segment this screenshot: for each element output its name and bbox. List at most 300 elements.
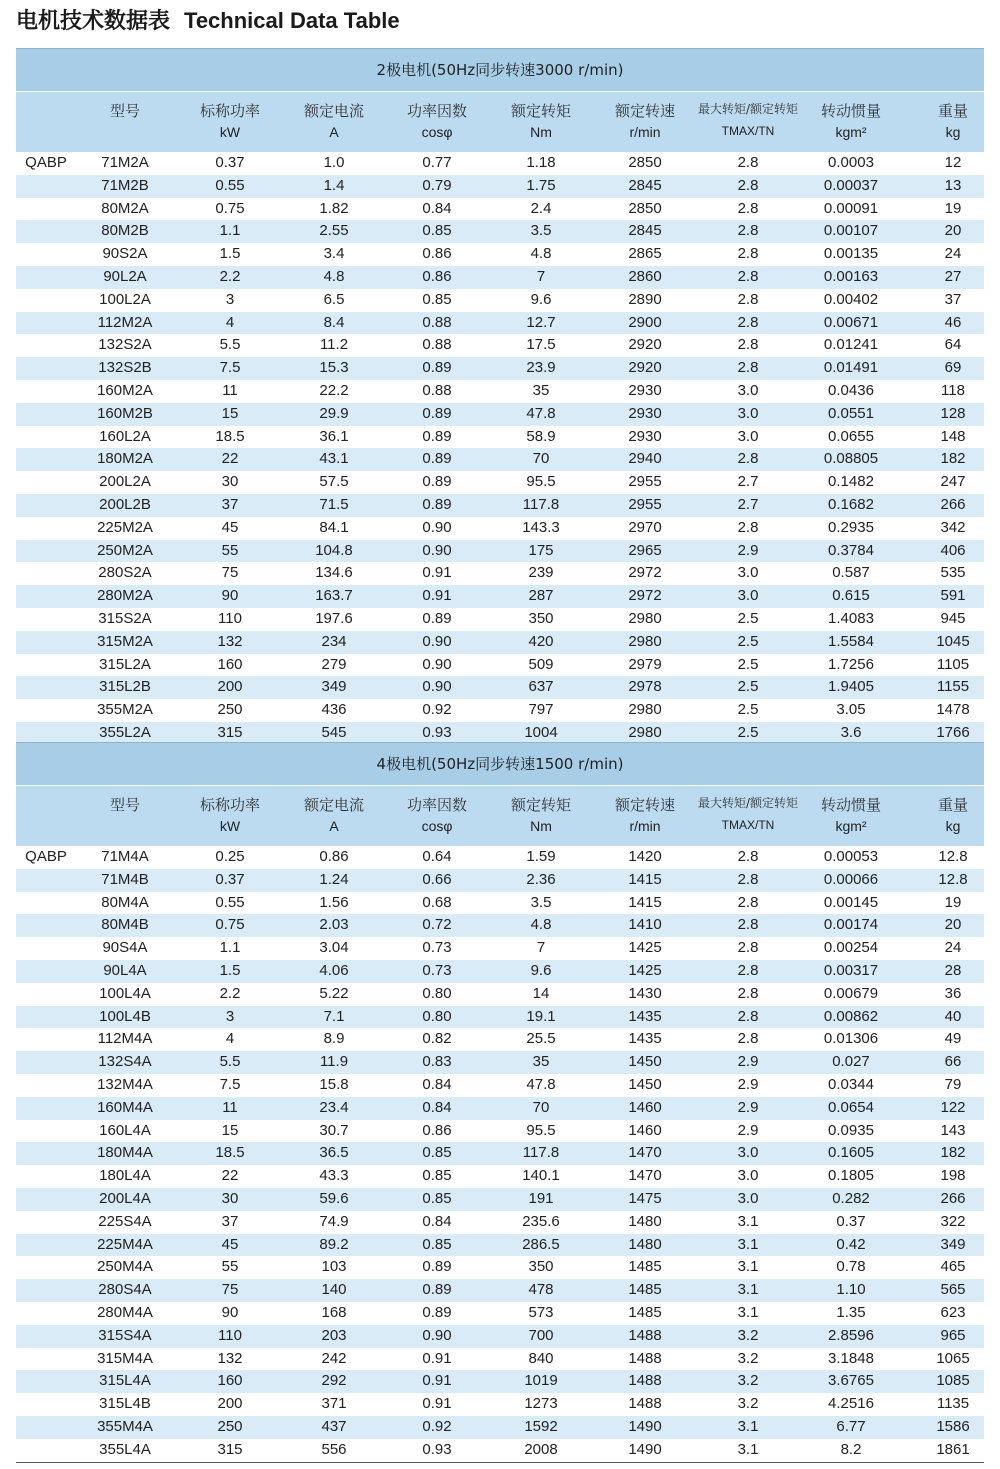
table-body: [16, 846, 984, 1463]
table-cell: 28: [944, 961, 962, 979]
table-row: [16, 357, 984, 380]
table-cell: 0.83: [422, 1053, 452, 1071]
table-row: [16, 676, 984, 699]
table-cell: 117.8: [522, 1144, 560, 1162]
table-cell: 80M2A: [101, 199, 149, 217]
table-cell: 0.84: [422, 1098, 452, 1116]
table-cell: 117.8: [522, 495, 560, 513]
table-cell: 0.08805: [823, 450, 879, 468]
table-cell: 2.4: [530, 199, 552, 217]
table-cell: 0.91: [422, 1395, 452, 1413]
header-label: 额定转速: [614, 796, 675, 814]
table-cell: 235.6: [522, 1212, 560, 1230]
header-unit: Nm: [530, 818, 552, 834]
table-cell: 1045: [936, 632, 970, 650]
table-cell: 2955: [628, 495, 662, 513]
table-cell: 1488: [628, 1349, 662, 1367]
table-cell: 2.8: [737, 176, 759, 194]
table-cell: 0.66: [422, 870, 452, 888]
table-cell: 0.85: [422, 1144, 452, 1162]
table-row: [16, 1279, 984, 1302]
header-label: 型号: [109, 102, 140, 120]
table-cell: 1435: [628, 1007, 662, 1025]
table-cell: 0.89: [422, 495, 452, 513]
table-cell: 13: [944, 176, 962, 194]
table-cell: 197.6: [315, 609, 353, 627]
table-cell: 55: [221, 541, 239, 559]
table-cell: 1.4: [323, 176, 345, 194]
table-cell: 180L4A: [99, 1167, 151, 1185]
table-cell: 1488: [628, 1395, 662, 1413]
table-cell: 1.56: [319, 893, 349, 911]
table-cell: 1480: [628, 1235, 662, 1253]
table-cell: 0.25: [215, 848, 245, 865]
table-cell: 0.37: [836, 1212, 866, 1230]
table-cell: 350: [528, 1258, 554, 1276]
header-cell: [496, 92, 586, 152]
table-cell: 0.92: [422, 701, 452, 719]
table-cell: 90: [221, 587, 239, 605]
table-cell: 3.0: [737, 404, 759, 422]
table-cell: 4.8: [530, 245, 552, 263]
table-cell: 0.1682: [828, 495, 874, 513]
table-cell: 965: [940, 1326, 966, 1344]
table-cell: 1485: [628, 1258, 662, 1276]
header-cell: [600, 786, 690, 846]
header-unit: kW: [219, 818, 241, 834]
table-cell: 6.77: [836, 1417, 866, 1435]
table-cell: 22: [221, 450, 239, 468]
table-cell: 1460: [628, 1098, 662, 1116]
table-cell: 2.55: [319, 222, 349, 240]
header-cell: [289, 92, 379, 152]
table-cell: 2.8: [737, 916, 759, 934]
table-row: [16, 403, 984, 426]
table-cell: 1766: [936, 723, 970, 741]
table-cell: 349: [321, 678, 347, 696]
header-unit: Nm: [530, 124, 552, 140]
table-cell: 945: [940, 609, 966, 627]
table-cell: 250: [217, 701, 243, 719]
table-cell: 2978: [628, 678, 662, 696]
table-cell: 3.0: [737, 381, 759, 399]
table-cell: 0.00671: [823, 313, 879, 331]
table-cell: 355L4A: [99, 1440, 151, 1458]
table-row: [16, 892, 984, 915]
table-cell: 0.00135: [823, 245, 879, 263]
table-cell: 2.8: [737, 1007, 759, 1025]
table-cell: 2.8596: [828, 1326, 874, 1344]
table-cell: 9.6: [530, 961, 552, 979]
table-cell: 0.64: [422, 848, 452, 865]
table-cell: 242: [321, 1349, 347, 1367]
table-row: [16, 243, 984, 266]
table-cell: 75: [221, 564, 239, 582]
table-cell: 1488: [628, 1326, 662, 1344]
table-row: [16, 562, 984, 585]
table-cell: 0.88: [422, 336, 452, 354]
table-row: [16, 654, 984, 677]
table-cell: 349: [940, 1235, 966, 1253]
header-cell: [185, 786, 275, 846]
table-cell: 29.9: [319, 404, 349, 422]
series-label: QABP: [25, 848, 67, 865]
table-cell: 1085: [936, 1372, 970, 1390]
header-unit: kgm²: [835, 124, 867, 140]
table-cell: 3.6765: [828, 1372, 874, 1390]
table-cell: 797: [528, 701, 554, 719]
header-cell: [496, 786, 586, 846]
table-cell: 1.4083: [828, 609, 874, 627]
table-cell: 406: [940, 541, 966, 559]
table-cell: 2.8: [737, 313, 759, 331]
table-cell: 0.0654: [828, 1098, 874, 1116]
table-cell: 2.8: [737, 870, 759, 888]
table-cell: 20: [944, 222, 962, 240]
table-cell: 0.00254: [823, 939, 879, 957]
page-title-zh: 电机技术数据表: [16, 9, 171, 34]
table-cell: 2865: [628, 245, 662, 263]
header-label: 标称功率: [199, 796, 260, 814]
table-cell: 17.5: [526, 336, 556, 354]
table-cell: 0.0655: [828, 427, 874, 445]
table-cell: 24: [944, 245, 962, 263]
header-cell: [392, 786, 482, 846]
table-cell: 1004: [524, 723, 558, 741]
table-cell: 0.1805: [828, 1167, 874, 1185]
table-cell: 7.5: [219, 359, 241, 377]
table-cell: 160: [217, 1372, 243, 1390]
table-cell: 2.5: [737, 701, 759, 719]
table-cell: 280M2A: [97, 587, 153, 605]
table-cell: 12.7: [526, 313, 556, 331]
table-cell: 4.06: [319, 961, 349, 979]
table-cell: 2.8: [737, 984, 759, 1002]
table-row: [16, 631, 984, 654]
table-cell: 0.75: [215, 916, 245, 934]
table-row: [16, 494, 984, 517]
table-cell: 112M4A: [97, 1030, 153, 1048]
table-cell: 3.0: [737, 587, 759, 605]
table-cell: 2.9: [737, 541, 759, 559]
table-cell: 90L2A: [103, 267, 147, 285]
table-cell: 286.5: [522, 1235, 560, 1253]
table-row: [16, 380, 984, 403]
table-cell: 2.5: [737, 678, 759, 696]
table-row: [16, 471, 984, 494]
table-cell: 266: [940, 495, 966, 513]
table-cell: 90L4A: [103, 961, 147, 979]
table-cell: 100L2A: [99, 290, 151, 308]
table-cell: 0.85: [422, 1235, 452, 1253]
table-cell: 1.82: [319, 199, 349, 217]
table-cell: 45: [221, 1235, 239, 1253]
header-label: 功率因数: [406, 102, 467, 120]
table-cell: 160L2A: [99, 427, 151, 445]
table-cell: 70: [532, 450, 550, 468]
table-cell: 27: [944, 267, 962, 285]
table-cell: 2.8: [737, 336, 759, 354]
header-label: 重量: [937, 796, 968, 814]
header-unit: kgm²: [835, 818, 867, 834]
table-cell: 64: [944, 336, 962, 354]
section-title: 2极电机(50Hz同步转速3000 r/min): [16, 48, 984, 91]
table-cell: 2920: [628, 336, 662, 354]
table-row: [16, 426, 984, 449]
table-cell: 1.18: [526, 154, 556, 171]
table-cell: 509: [528, 655, 554, 673]
table-cell: 3.1: [737, 1440, 759, 1458]
header-cell: [806, 92, 896, 152]
table-cell: 545: [321, 723, 347, 741]
table-cell: 2.9: [737, 1053, 759, 1071]
table-row: [16, 1006, 984, 1029]
table-cell: 37: [944, 290, 962, 308]
table-cell: 0.587: [832, 564, 870, 582]
table-row: [16, 960, 984, 983]
table-header: [16, 785, 984, 846]
table-body: [16, 152, 984, 746]
table-cell: 0.73: [422, 939, 452, 957]
table-cell: 0.90: [422, 1326, 452, 1344]
table-row: [16, 175, 984, 198]
table-cell: 1.9405: [828, 678, 874, 696]
table-header: [16, 91, 984, 152]
header-cell: [600, 92, 690, 152]
table-cell: 3.0: [737, 1167, 759, 1185]
table-cell: 2.8: [737, 267, 759, 285]
table-cell: 2860: [628, 267, 662, 285]
table-cell: 1480: [628, 1212, 662, 1230]
table-cell: 89.2: [319, 1235, 349, 1253]
header-label: 额定转速: [614, 102, 675, 120]
table-cell: 163.7: [315, 587, 353, 605]
table-cell: 0.86: [422, 245, 452, 263]
header-label: 最大转矩/额定转矩: [697, 796, 799, 810]
table-cell: 2920: [628, 359, 662, 377]
table-cell: 8.2: [840, 1440, 862, 1458]
table-cell: 112M2A: [97, 313, 153, 331]
header-unit: cosφ: [421, 818, 453, 834]
table-cell: 315L2B: [99, 678, 151, 696]
table-cell: 322: [940, 1212, 966, 1230]
header-label: 转动惯量: [820, 102, 881, 120]
table-cell: 200L4A: [99, 1189, 151, 1207]
table-cell: 90: [221, 1303, 239, 1321]
table-cell: 140.1: [522, 1167, 560, 1185]
table-cell: 1.5: [219, 961, 241, 979]
table-cell: 355M4A: [97, 1417, 153, 1435]
page-title-en: Technical Data Table: [184, 8, 400, 33]
table-cell: 143.3: [522, 518, 560, 536]
table-cell: 0.90: [422, 655, 452, 673]
table-cell: 23.4: [319, 1098, 349, 1116]
header-unit: TMAX/TN: [721, 124, 775, 138]
table-cell: 2.8: [737, 222, 759, 240]
table-row: [16, 1188, 984, 1211]
table-cell: 2930: [628, 381, 662, 399]
table-cell: 1586: [936, 1417, 970, 1435]
table-cell: 43.3: [319, 1167, 349, 1185]
table-cell: 2.9: [737, 1075, 759, 1093]
table-cell: 3.4: [323, 245, 345, 263]
page-title: [16, 4, 400, 38]
table-cell: 143: [940, 1121, 966, 1139]
table-cell: 132M4A: [97, 1075, 153, 1093]
table-cell: 0.0003: [828, 154, 874, 171]
table-cell: 15.8: [319, 1075, 349, 1093]
table-cell: 0.93: [422, 723, 452, 741]
table-cell: 7.5: [219, 1075, 241, 1093]
table-row: [16, 448, 984, 471]
table-cell: 71M2A: [101, 154, 149, 171]
table-cell: 118: [941, 381, 965, 399]
table-cell: 0.027: [832, 1053, 870, 1071]
table-cell: 12.8: [938, 870, 968, 888]
table-cell: 1435: [628, 1030, 662, 1048]
table-cell: 556: [321, 1440, 347, 1458]
table-cell: 2980: [628, 609, 662, 627]
table-cell: 623: [940, 1303, 966, 1321]
table-cell: 1.10: [836, 1281, 866, 1299]
table-cell: 3: [225, 290, 235, 308]
table-cell: 2.8: [737, 199, 759, 217]
table-cell: 2.8: [737, 939, 759, 957]
table-cell: 160L4A: [99, 1121, 151, 1139]
series-label: QABP: [25, 154, 67, 171]
table-cell: 0.91: [422, 1372, 452, 1390]
table-cell: 0.80: [422, 1007, 452, 1025]
table-cell: 57.5: [319, 473, 349, 491]
table-cell: 0.55: [215, 176, 245, 194]
table-cell: 47.8: [526, 404, 556, 422]
table-cell: 46: [944, 313, 962, 331]
table-cell: 0.89: [422, 1281, 452, 1299]
table-cell: 132S2B: [98, 359, 152, 377]
table-cell: 7.1: [323, 1007, 345, 1025]
table-cell: 180M2A: [97, 450, 153, 468]
table-cell: 2.5: [737, 632, 759, 650]
table-cell: 36.5: [319, 1144, 349, 1162]
table-cell: 0.88: [422, 381, 452, 399]
table-cell: 200: [217, 1395, 243, 1413]
table-cell: 315: [217, 723, 243, 741]
table-cell: 573: [528, 1303, 554, 1321]
table-cell: 24: [944, 939, 962, 957]
table-cell: 0.93: [422, 1440, 452, 1458]
table-cell: 315: [217, 1440, 243, 1458]
table-cell: 132: [217, 632, 243, 650]
table-row: [16, 1325, 984, 1348]
table-row: [16, 846, 984, 869]
table-cell: 37: [221, 1212, 239, 1230]
table-row: [16, 540, 984, 563]
table-cell: 80M4A: [101, 893, 149, 911]
table-cell: 342: [940, 518, 966, 536]
table-cell: 280M4A: [97, 1303, 153, 1321]
table-cell: 315S4A: [98, 1326, 152, 1344]
table-cell: 0.89: [422, 473, 452, 491]
table-row: [16, 983, 984, 1006]
header-cell: [806, 786, 896, 846]
table-cell: 58.9: [526, 427, 556, 445]
table-cell: 160: [217, 655, 243, 673]
table-cell: 128: [940, 404, 966, 422]
table-row: [16, 1051, 984, 1074]
table-cell: 148: [940, 427, 966, 445]
table-cell: 2972: [628, 564, 662, 582]
table-cell: 110: [218, 1326, 242, 1344]
table-cell: 191: [528, 1189, 554, 1207]
table-cell: 75: [221, 1281, 239, 1299]
table-cell: 2.8: [737, 893, 759, 911]
table-cell: 2940: [628, 450, 662, 468]
table-cell: 1450: [628, 1053, 662, 1071]
table-cell: 0.00107: [823, 222, 879, 240]
table-cell: 84.1: [319, 518, 349, 536]
table-cell: 0.2935: [828, 518, 874, 536]
table-cell: 0.00174: [823, 916, 879, 934]
table-cell: 2.7: [737, 473, 759, 491]
table-row: [16, 914, 984, 937]
table-row: [16, 1074, 984, 1097]
table-cell: 0.00053: [823, 848, 879, 865]
table-cell: 15: [221, 404, 239, 422]
table-cell: 12: [944, 154, 962, 171]
table-cell: 23.9: [526, 359, 556, 377]
table-cell: 0.1605: [828, 1144, 874, 1162]
table-cell: 2980: [628, 701, 662, 719]
table-cell: 5.5: [219, 1053, 241, 1071]
table-row: [16, 1211, 984, 1234]
table-cell: 3.04: [319, 939, 349, 957]
table-cell: 315L4A: [99, 1372, 151, 1390]
header-unit: kg: [945, 124, 961, 140]
header-cell: [688, 92, 808, 152]
table-section-2-pole: [16, 48, 984, 746]
header-label: 额定转矩: [510, 102, 571, 120]
table-cell: 1420: [628, 848, 662, 865]
header-cell: [289, 786, 379, 846]
table-cell: 420: [528, 632, 554, 650]
table-row: [16, 334, 984, 357]
table-cell: 0.88: [422, 313, 452, 331]
table-cell: 0.0436: [828, 381, 874, 399]
table-cell: 40: [944, 1007, 962, 1025]
table-cell: 49: [944, 1030, 962, 1048]
table-cell: 1470: [628, 1144, 662, 1162]
table-row: [16, 152, 984, 175]
table-cell: 0.90: [422, 518, 452, 536]
table-cell: 2980: [628, 723, 662, 741]
table-row: [16, 869, 984, 892]
table-cell: 20: [944, 916, 962, 934]
table-row: [16, 1028, 984, 1051]
table-row: [16, 1302, 984, 1325]
table-cell: 2972: [628, 587, 662, 605]
header-unit: cosφ: [421, 124, 453, 140]
table-cell: 15.3: [319, 359, 349, 377]
table-cell: 30: [221, 473, 239, 491]
table-cell: 280S4A: [98, 1281, 152, 1299]
header-cell: [923, 786, 983, 846]
header-label: 额定电流: [303, 796, 364, 814]
table-cell: 3.2: [737, 1372, 759, 1390]
table-cell: 35: [532, 1053, 550, 1071]
table-cell: 1415: [628, 870, 662, 888]
table-row: [16, 1393, 984, 1416]
table-cell: 2845: [628, 222, 662, 240]
